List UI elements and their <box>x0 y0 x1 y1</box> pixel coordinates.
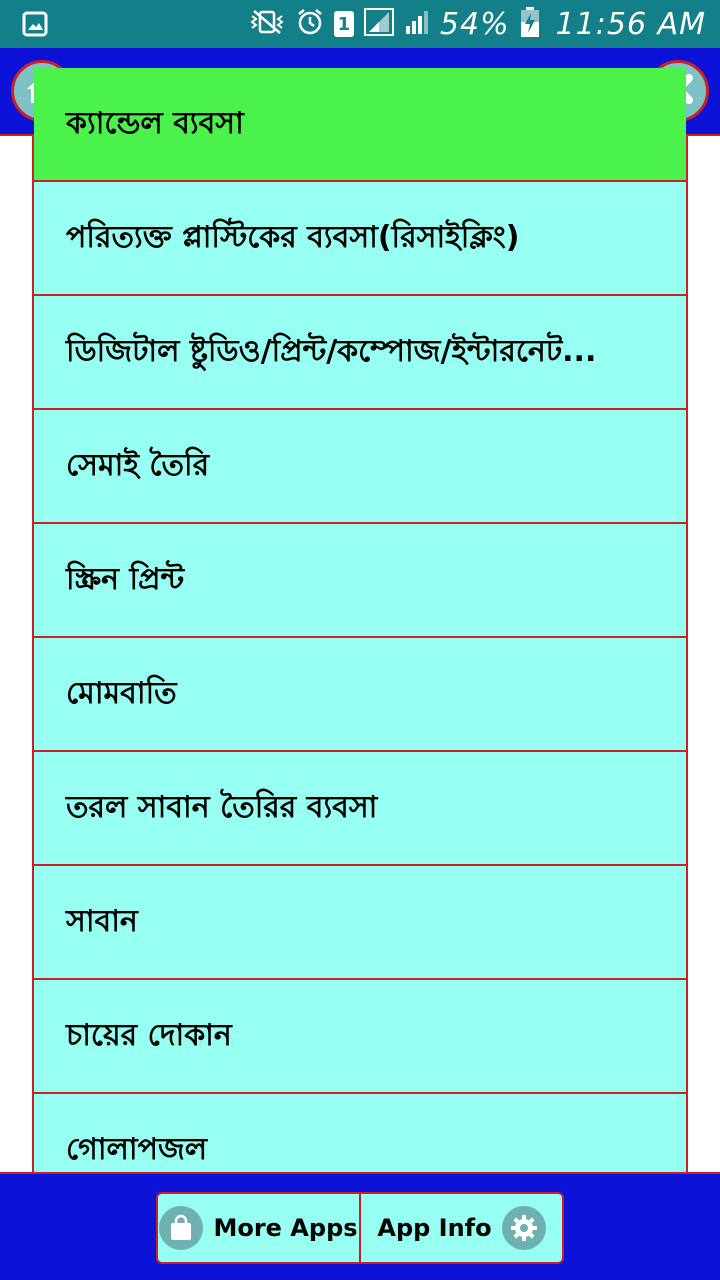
list-item[interactable] <box>34 980 686 1094</box>
signal-icon-2 <box>404 8 430 40</box>
status-bar <box>0 0 720 48</box>
sim-icon: 1 <box>334 11 354 37</box>
list-item-label: গোলাপজল <box>66 1131 208 1167</box>
list-item[interactable] <box>34 68 686 182</box>
battery-percent: 54% <box>439 6 510 42</box>
list-item[interactable] <box>34 524 686 638</box>
gallery-notification-icon <box>22 11 48 41</box>
list-item-label: সেমাই তৈরি <box>66 447 210 483</box>
list-item[interactable] <box>34 638 686 752</box>
bottom-button-group <box>156 1192 564 1264</box>
list-item[interactable] <box>34 182 686 296</box>
list-item[interactable] <box>34 752 686 866</box>
more-apps-label: More Apps <box>213 1214 358 1242</box>
more-apps-button[interactable] <box>158 1194 361 1262</box>
vibrate-mute-icon <box>248 9 286 39</box>
battery-charging-icon <box>520 6 540 42</box>
shopping-bag-icon <box>159 1206 203 1250</box>
list-item-label: ক্যান্ডেল ব্যবসা <box>66 105 244 141</box>
signal-icon-1 <box>364 8 394 40</box>
business-list[interactable] <box>32 105 688 1172</box>
app-info-button[interactable] <box>361 1194 562 1262</box>
gear-icon <box>502 1206 546 1250</box>
list-item[interactable] <box>34 866 686 980</box>
list-item-label: স্ক্রিন প্রিন্ট <box>66 561 185 597</box>
clock: 11:56 AM <box>555 6 706 42</box>
list-item-label: সাবান <box>66 903 138 939</box>
list-item[interactable] <box>34 296 686 410</box>
list-item-label: তরল সাবান তৈরির ব্যবসা <box>66 789 378 825</box>
list-item-label: চায়ের দোকান <box>66 1017 232 1053</box>
list-item-label: মোমবাতি <box>66 675 177 711</box>
alarm-icon <box>296 8 324 40</box>
bottom-bar <box>0 1172 720 1280</box>
app-info-label: App Info <box>377 1214 492 1242</box>
list-item[interactable] <box>34 410 686 524</box>
list-item-label: পরিত্যক্ত প্লাস্টিকের ব্যবসা(রিসাইক্লিং) <box>66 219 520 255</box>
list-item-label: ডিজিটাল ষ্টুডিও/প্রিন্ট/কম্পোজ/ইন্টারনেট... <box>66 333 597 369</box>
